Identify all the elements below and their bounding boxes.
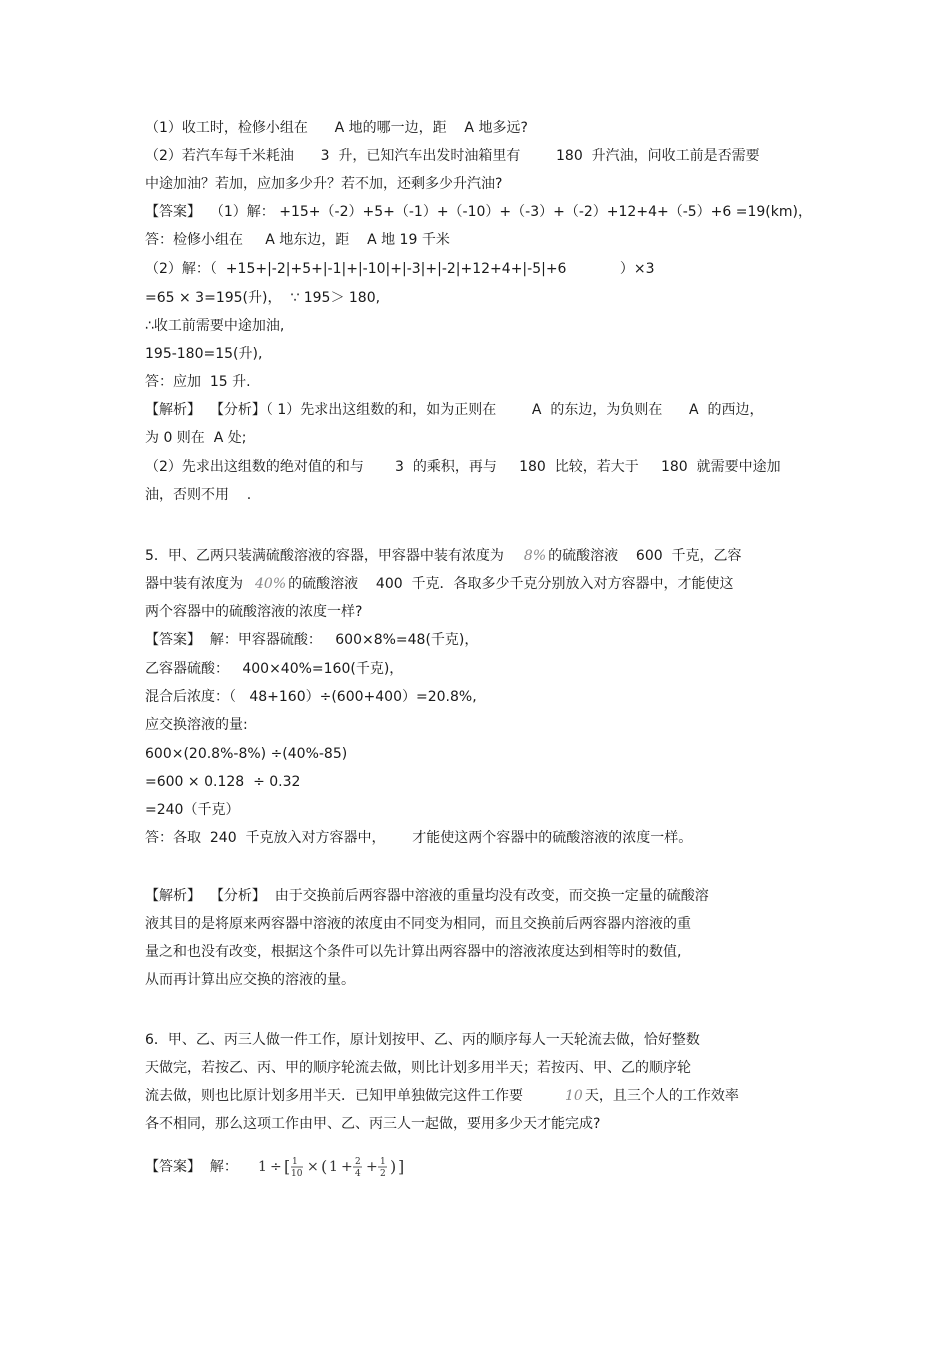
formula-fraction2-num: 2 — [354, 1157, 361, 1167]
question-5-line-1 — [145, 546, 742, 566]
formula-left-bracket: [ — [283, 1157, 291, 1176]
text-line: 195-180=15(升), — [145, 346, 263, 362]
text-line: 两个容器中的硫酸溶液的浓度一样? — [145, 604, 363, 620]
formula-fraction2-den: 4 — [354, 1169, 361, 1179]
text-line: 应交换溶液的量: — [145, 717, 248, 733]
text-segment: 5．甲、乙两只装满硫酸溶液的容器，甲容器中装有浓度为 — [145, 548, 504, 564]
text-line: 量之和也没有改变，根据这个条件可以先计算出两容器中的溶液浓度达到相等时的数值, — [145, 944, 682, 960]
formula-plus: + — [365, 1159, 378, 1175]
text-line: 答：检修小组在 A 地东边，距 A 地 19 千米 — [145, 232, 450, 248]
text-line: （2）解：（ +15+|-2|+5+|-1|+|-10|+|-3|+|-2|+12+4+|-5|+6 ）×3 — [145, 261, 655, 277]
text-line: （2）先求出这组数的绝对值的和与 3 的乘积，再与 180 比较，若大于 180 就需要中途加 — [145, 459, 781, 475]
formula-right-paren: ) — [389, 1157, 397, 1176]
days-10-image: 10 — [565, 1088, 583, 1104]
text-line: 6．甲、乙、丙三人做一件工作，原计划按甲、乙、丙的顺序每人一天轮流去做，恰好整数 — [145, 1032, 700, 1048]
text-line: 混合后浓度：（ 48+160）÷(600+400）=20.8%, — [145, 689, 477, 705]
text-line: 油，否则不用 . — [145, 487, 252, 503]
text-line: 答：应加 15 升. — [145, 374, 251, 390]
text-line: 答：各取 240 千克放入对方容器中， 才能使这两个容器中的硫酸溶液的浓度一样。 — [145, 830, 693, 846]
formula-right-bracket: ] — [397, 1157, 405, 1176]
text-line: =65 × 3=195(升)， ∵ 195＞ 180, — [145, 290, 381, 306]
text-segment: 【答案】 解： — [145, 1159, 238, 1175]
formula-plus: + — [340, 1159, 353, 1175]
text-line: （2）若汽车每千米耗油 3 升，已知汽车出发时油箱里有 180 升汽油，问收工前是否需要 — [145, 148, 760, 164]
text-segment: 的硫酸溶液 600 千克，乙容 — [548, 548, 742, 564]
text-segment: 天，且三个人的工作效率 — [584, 1088, 739, 1104]
formula-fraction3-den: 2 — [379, 1169, 386, 1179]
formula-fraction3-num: 1 — [379, 1157, 386, 1167]
text-line: 各不相同，那么这项工作由甲、乙、丙三人一起做，要用多少天才能完成? — [145, 1116, 601, 1132]
text-line: 天做完，若按乙、丙、甲的顺序轮流去做，则比计划多用半天；若按丙、甲、乙的顺序轮 — [145, 1060, 691, 1076]
text-line: 乙容器硫酸： 400×40%=160(千克)， — [145, 661, 404, 677]
formula-image — [256, 1152, 416, 1182]
text-line: ∴收工前需要中途加油, — [145, 318, 285, 334]
text-line: （1）收工时，检修小组在 A 地的哪一边，距 A 地多远? — [145, 120, 528, 136]
text-segment: 的硫酸溶液 400 千克．各取多少千克分别放入对方容器中，才能使这 — [288, 576, 734, 592]
formula-left-paren: ( — [320, 1157, 328, 1176]
formula-fraction1-den: 10 — [290, 1169, 303, 1179]
text-line: 中途加油？若加，应加多少升？若不加，还剩多少升汽油? — [145, 176, 503, 192]
text-line: 为 0 则在 A 处; — [145, 430, 247, 446]
question-6-line-3 — [145, 1086, 739, 1106]
formula-divide: ÷ — [269, 1159, 282, 1175]
formula-one: 1 — [257, 1159, 267, 1175]
text-line: 【解析】 【分析】 由于交换前后两容器中溶液的重量均没有改变，而交换一定量的硫酸溶 — [145, 888, 709, 904]
text-line: 从而再计算出应交换的溶液的量。 — [145, 972, 355, 988]
text-segment: 器中装有浓度为 — [145, 576, 243, 592]
formula-times: × — [306, 1159, 319, 1175]
text-line: =600 × 0.128 ÷ 0.32 — [145, 774, 301, 790]
concentration-40-image: 40% — [255, 576, 287, 592]
question-5-line-2 — [145, 574, 734, 594]
concentration-8-image: 8% — [523, 548, 547, 564]
answer-6-line — [145, 1152, 416, 1182]
text-line: 【答案】 （1）解： +15+（-2）+5+（-1）+（-10）+（-3）+（-2）+12+4+（-5）+6 =19(km)， — [145, 204, 812, 220]
text-segment: 流去做，则也比原计划多用半天．已知甲单独做完这件工作要 — [145, 1088, 523, 1104]
formula-fraction1-num: 1 — [291, 1157, 298, 1167]
formula-one-inner: 1 — [328, 1159, 338, 1175]
text-line: 【答案】 解：甲容器硫酸： 600×8%=48(千克)， — [145, 632, 479, 648]
text-line: 液其目的是将原来两容器中溶液的浓度由不同变为相同，而且交换前后两容器内溶液的重 — [145, 916, 691, 932]
text-line: 【解析】 【分析】（ 1）先求出这组数的和，如为正则在 A 的东边，为负则在 A 的西边， — [145, 402, 764, 418]
text-line: =240（千克） — [145, 802, 240, 818]
text-line: 600×(20.8%-8%) ÷(40%-85) — [145, 746, 348, 762]
